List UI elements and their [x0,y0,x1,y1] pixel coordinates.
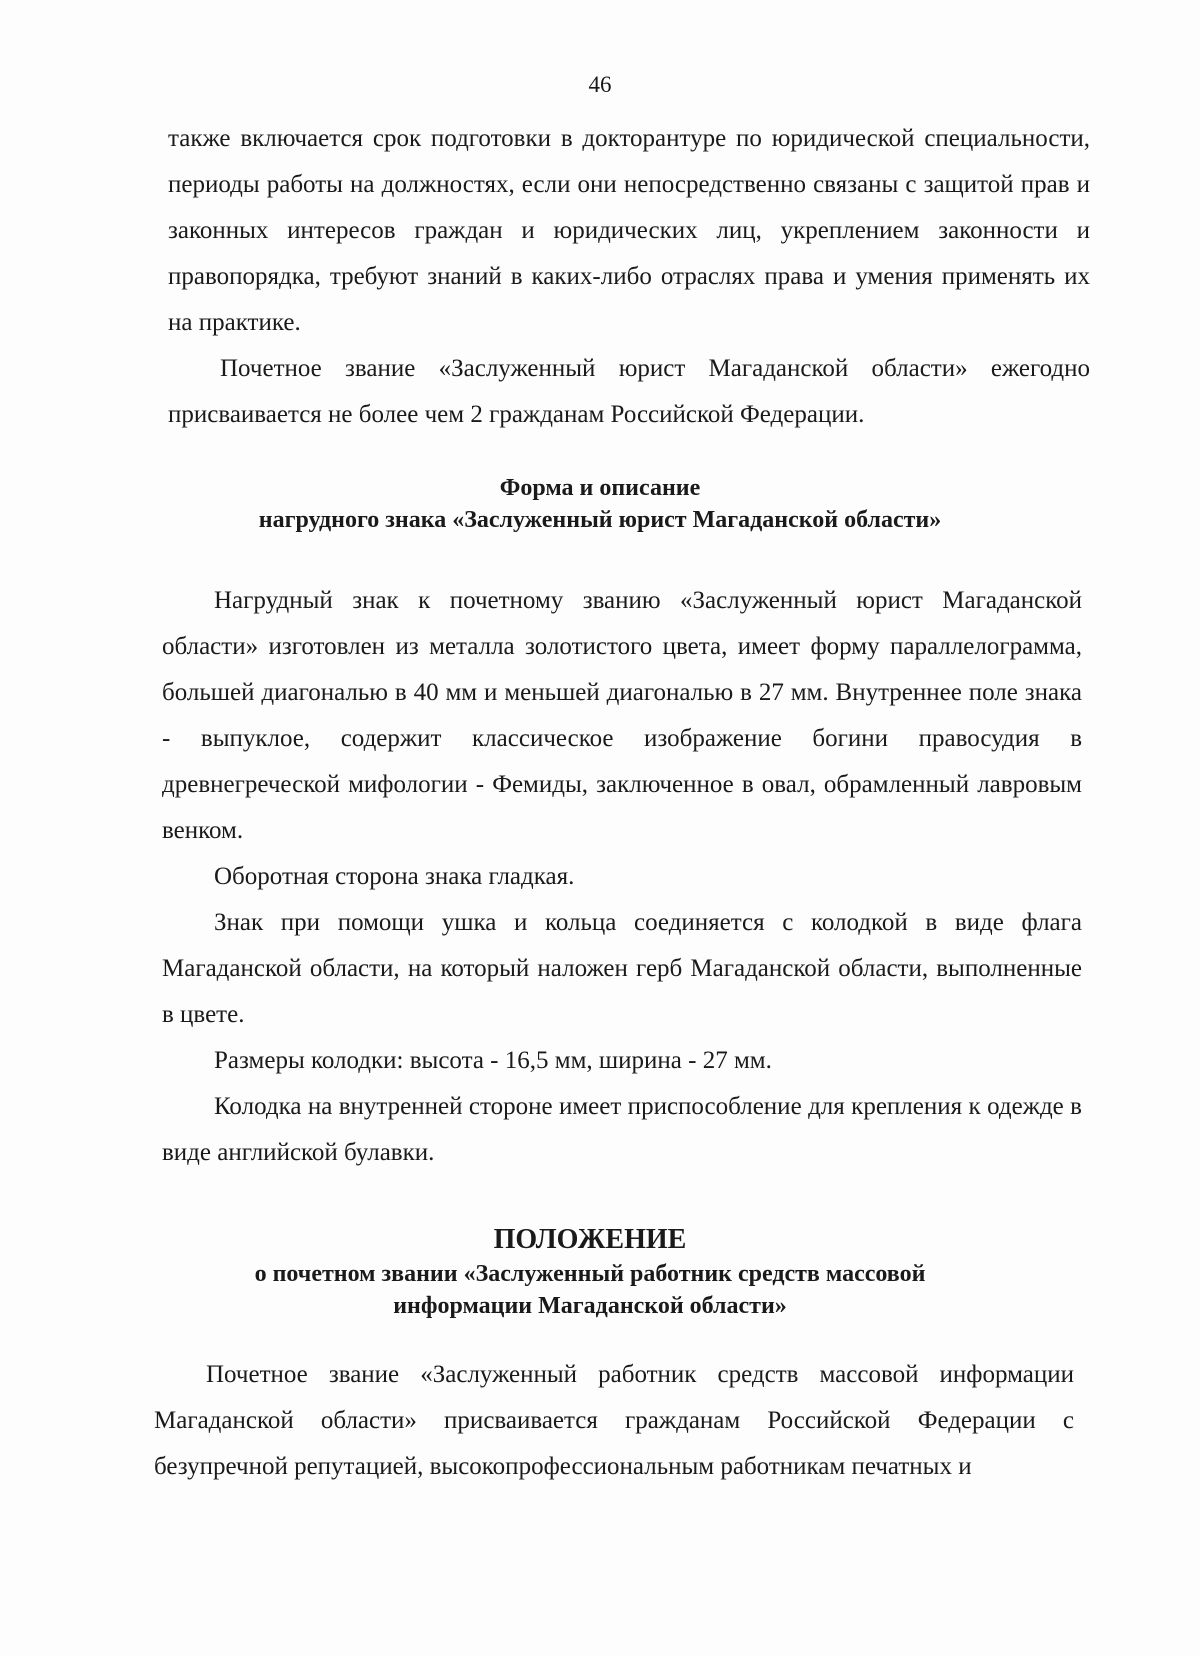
page-number: 46 [588,72,612,97]
heading-badge-line-2: нагрудного знака «Заслуженный юрист Магаданской области» [258,507,942,533]
paragraph-block-pin: Колодка на внутренней стороне имеет приспособление для крепления к одежде в виде английской булавки. [162,1093,1082,1166]
heading-regulation [150,1222,1030,1322]
heading-regulation-title: ПОЛОЖЕНИЕ [493,1224,687,1255]
heading-badge-line-1: Форма и описание [499,475,701,501]
paragraph-badge-form: Нагрудный знак к почетному званию «Заслуженный юрист Магаданской области» изготовлен из металла золотистого цвета, имеет форму параллелограмма, большей диагональю в 40 мм и меньшей диагональю в 27 мм. Внутреннее поле знака - выпуклое, содержит классическое изображение богини правосудия в древнегреческой мифологии - Фемиды, заключенное в овал, обрамленный лавровым венком. [162,587,1082,844]
paragraph-badge-reverse: Оборотная сторона знака гладкая. [214,863,575,890]
paragraph-block-size: Размеры колодки: высота - 16,5 мм, ширина - 27 мм. [214,1047,772,1074]
paragraph-media-title: Почетное звание «Заслуженный работник средств массовой информации Магаданской области» присваивается гражданам Российской Федерации с безупречной репутацией, высокопрофессиональным работникам печатных и [154,1361,1074,1480]
section-2 [162,578,1082,1176]
paragraph-badge-block: Знак при помощи ушка и кольца соединяется с колодкой в виде флага Магаданской области, на который наложен герб Магаданской области, выполненные в цвете. [162,909,1082,1028]
heading-badge-description [150,472,1050,536]
section-3 [154,1352,1074,1490]
paragraph-honorary-title-limit: Почетное звание «Заслуженный юрист Магаданской области» ежегодно присваивается не более чем 2 гражданам Российской Федерации. [168,355,1090,428]
paragraph-continuation: также включается срок подготовки в докторантуре по юридической специальности, периоды работы на должностях, если они непосредственно связаны с защитой прав и законных интересов граждан и юридических лиц, укреплением законности и правопорядка, требуют знаний в каких-либо отраслях права и умения применять их на практике. [168,125,1090,336]
heading-regulation-line-1: о почетном звании «Заслуженный работник средств массовой [254,1261,926,1287]
section-1 [168,116,1090,438]
heading-regulation-line-2: информации Магаданской области» [393,1293,787,1319]
